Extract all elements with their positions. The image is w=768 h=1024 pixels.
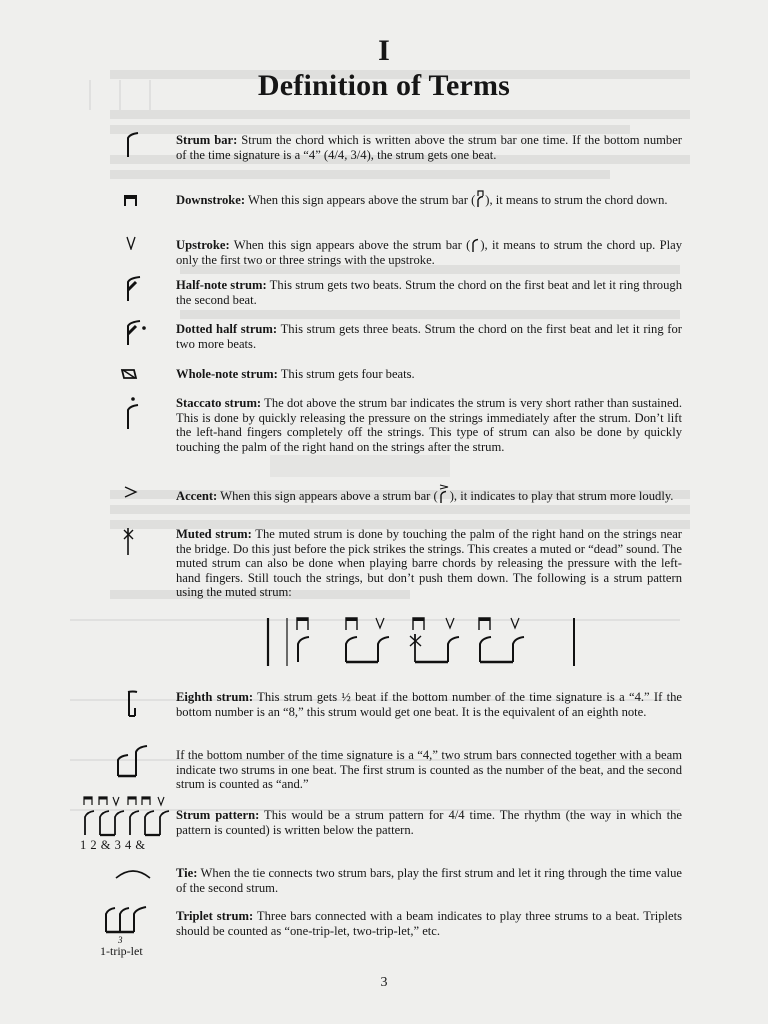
definition-text: Strum the chord which is written above the strum bar one time. If the bottom number of the time signature is a “4” (4/4, 3/4), the strum gets one beat. [176,133,682,162]
whole-note-strum-icon [120,368,138,380]
definition-text: When this sign appears above a strum bar ( [217,489,438,503]
entry-strum-bar [176,133,682,162]
term-label: Tie: [176,866,198,880]
definition-text: This strum gets four beats. [277,367,415,381]
triplet-number: 3 [118,935,123,944]
term-label: Dotted half strum: [176,322,278,336]
term-label: Upstroke: [176,238,230,252]
strum-bar-downstroke-inline-icon [475,190,485,208]
triplet-count-label: 1-trip-let [100,944,143,958]
muted-strum-icon [122,526,138,556]
term-label: Strum pattern: [176,808,260,822]
pattern-counts: 1 2 & 3 4 & [80,838,146,852]
entry-triplet-strum [176,909,682,938]
entry-downstroke [176,190,682,208]
beamed-eighth-strums-icon [114,744,150,778]
entry-muted-strum [176,527,682,600]
strum-bar-accent-inline-icon [438,484,450,504]
definition-text: When this sign appears above the strum bar ( [245,193,476,207]
term-label: Triplet strum: [176,909,254,923]
entry-staccato-strum [176,396,682,454]
entry-whole-note-strum [176,367,682,382]
muted-strum-pattern-example [260,612,590,668]
entry-beamed-strums [176,748,682,792]
dotted-half-strum-icon [124,320,148,346]
definition-text: This strum gets ½ beat if the bottom number of the time signature is a “4.” If the bottom number is an “8,” this strum would get one beat. It is the equivalent of an eighth note. [176,690,682,719]
definition-text: This would be a strum pattern for 4/4 time. The rhythm (the way in which the pattern is counted) is written below the pattern. [176,808,682,837]
strum-beamed-pair-muted [410,618,459,662]
definition-text: When this sign appears above the strum bar ( [229,238,471,252]
term-label: Muted strum: [176,527,252,541]
term-label: Downstroke: [176,193,246,207]
term-label: Whole-note strum: [176,367,278,381]
entry-accent [176,484,682,504]
definition-text: The dot above the strum bar indicates the strum is very short rather than sustained. This is done by quickly releasing the pressure on the strings immediately after the strum. Don’t lift the left-hand fingers completely off the strings. This type of strum can also be done by quickly touching the palm of the right hand on the strings after the strum. [176,396,682,454]
definition-text-end: ), it means to strum the chord up. Play only the first two or three strings with the upstroke. [176,238,683,267]
strum-beamed-pair-1 [346,618,389,662]
definition-text: This strum gets three beats. Strum the chord on the first beat and let it ring for two more beats. [176,322,682,351]
strum-pattern-example-icon [82,795,174,837]
entry-tie [176,866,682,895]
strum-bar-upstroke-inline-icon [470,235,480,253]
downstroke-icon [124,195,138,207]
tie-icon [114,866,152,880]
page-number: 3 [380,975,388,990]
staccato-strum-icon [124,396,142,430]
eighth-strum-icon [124,690,140,720]
definition-text: When the tie connects two strum bars, play the first strum and let it ring through the time value of the second strum. [176,866,682,895]
entry-strum-pattern [176,808,682,837]
chapter-number: I [378,34,390,67]
entry-upstroke [176,235,682,268]
term-label: Eighth strum: [176,690,254,704]
accent-icon [124,486,138,498]
definition-text: The muted strum is done by touching the palm of the right hand on the strings near the bridge. Do this just before the pick strikes the strings. This creates a muted or “dead” sound. The muted strum can also be done when playing barre chords by releasing the pressure with the left-hand fingers. Still touch the strings, but don’t push them down. The following is a strum pattern using the muted strum: [176,527,682,600]
pattern-strum-bars [85,811,169,835]
entry-half-note-strum [176,278,682,307]
term-label: Half-note strum: [176,278,267,292]
page-title: Definition of Terms [257,69,511,102]
entry-eighth-strum [176,690,682,719]
pattern-stroke-signs [84,797,164,805]
entry-dotted-half-strum [176,322,682,351]
strum-bar-icon [124,132,142,158]
definition-text: Three bars connected with a beam indicates to play three strums to a beat. Triplets should be counted as “one-trip-let, two-trip-let,” etc. [176,909,682,938]
definition-text-end: ), it means to strum the chord down. [485,193,668,207]
strum-down-1 [297,618,309,662]
definition-text: If the bottom number of the time signature is a “4,” two strum bars connected together with a beam indicate two strums in one beat. The first strum is counted as the number of the beat, and the second strum is counted as “and.” [176,748,682,792]
strum-beamed-pair-2 [479,618,524,662]
definition-text: This strum gets two beats. Strum the chord on the first beat and let it ring through the second beat. [176,278,682,307]
term-label: Strum bar: [176,133,238,147]
definition-text-end: ), it indicates to play that strum more loudly. [449,489,674,503]
upstroke-icon [126,236,136,250]
half-note-strum-icon [124,276,144,302]
term-label: Staccato strum: [176,396,262,410]
term-label: Accent: [176,489,218,503]
triplet-strum-icon [102,902,152,944]
